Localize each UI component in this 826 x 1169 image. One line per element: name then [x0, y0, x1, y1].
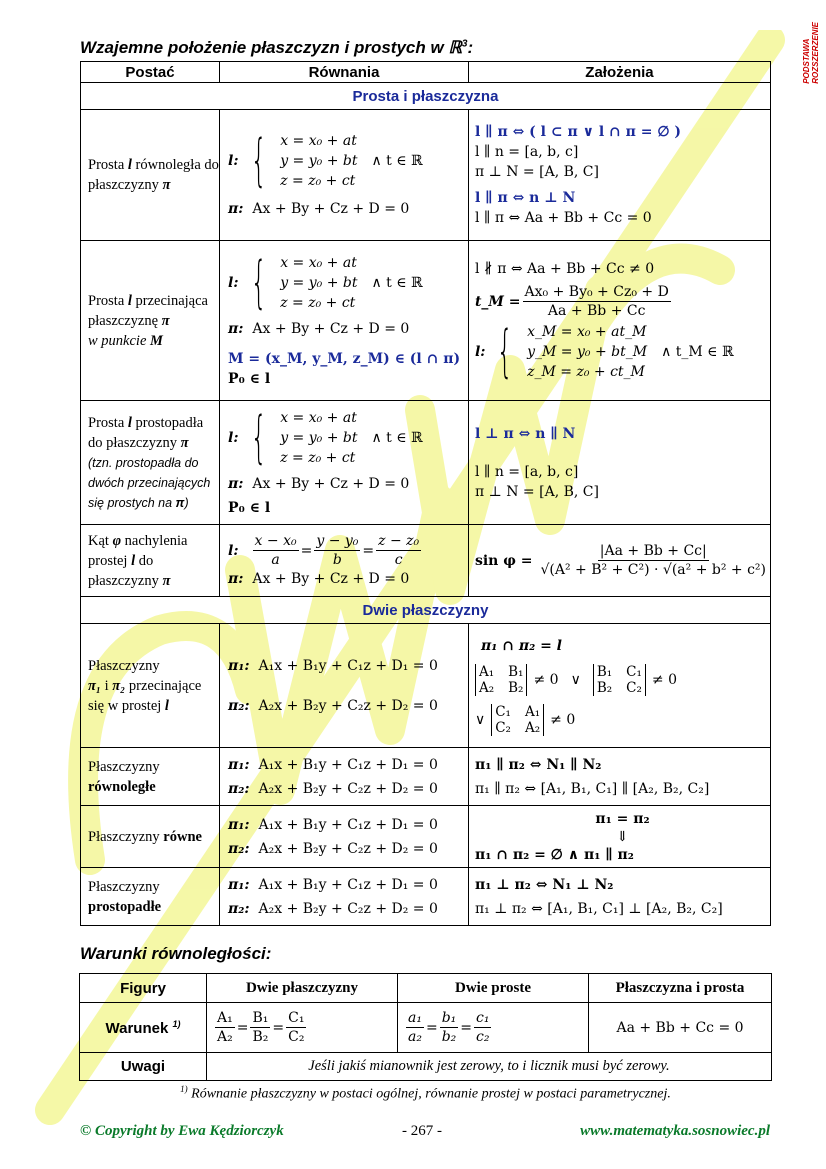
equations-cell: π₁: A₁x + B₁y + C₁z + D₁ = 0 π₂: A₂x + B₂y + C₂z + D₂ = 0 — [220, 868, 469, 926]
equations-cell: π₁: A₁x + B₁y + C₁z + D₁ = 0 π₂: A₂x + B₂y + C₂z + D₂ = 0 — [220, 748, 469, 806]
table-header — [81, 62, 771, 83]
assumptions-cell: l ∥ π ⇔ ( l ⊂ π ∨ l ∩ π = ∅ ) l ∥ n = [a, b, c] π ⊥ N = [A, B, C] l ∥ π ⇔ n ⊥ N l ∥ π ⇔ Aa + Bb + Cc = 0 — [468, 110, 770, 241]
table-row — [81, 748, 771, 806]
level-badge: PODSTAWA ROZSZERZENIE — [802, 22, 820, 84]
header-dwie-plaszczyzny: Dwie płaszczyzny — [207, 974, 398, 1003]
row-label: Prosta l przecinająca płaszczyznę π w punkcie M — [81, 241, 220, 401]
table-row — [81, 624, 771, 748]
table-row — [81, 110, 771, 241]
header-dwie-proste: Dwie proste — [398, 974, 589, 1003]
section-two-planes: Dwie płaszczyzny — [81, 597, 771, 624]
footnote: $^{1)}$ Równanie płaszczyzny w postaci ogólnej, równanie prostej w postaci parametrycznej. — [180, 1084, 671, 1102]
assumptions-cell: π₁ ⊥ π₂ ⇔ N₁ ⊥ N₂ π₁ ⊥ π₂ ⇔ [A₁, B₁, C₁] ⊥ [A₂, B₂, C₂] — [468, 868, 770, 926]
header-postac: Postać — [81, 62, 220, 83]
positions-table — [80, 61, 771, 926]
equations-cell: l: { x = x₀ + at y = y₀ + bt z = z₀ + ct ∧ t ∈ ℝ π: Ax + By + Cz + D = 0 P₀ ∈ l — [220, 401, 469, 525]
table-row — [80, 1053, 772, 1081]
assumptions-cell: sin φ = $\frac{|Aa + Bb + Cc|}{\text{√(A² + B² + C²) · √(a² + b² + c²)}}$ — [468, 525, 770, 597]
warunek-label: Warunek $^{1)}$ — [80, 1003, 207, 1053]
table-row — [81, 401, 771, 525]
equations-cell: π₁: A₁x + B₁y + C₁z + D₁ = 0 π₂: A₂x + B₂y + C₂z + D₂ = 0 — [220, 624, 469, 748]
table-row — [81, 241, 771, 401]
uwagi-text: Jeśli jakiś mianownik jest zerowy, to i licznik musi być zerowy. — [207, 1053, 772, 1081]
parallel-conditions-title: Warunki równoległości: — [80, 944, 272, 963]
table-row — [81, 806, 771, 868]
determinant-bc: B₁ C₁ B₂ C₂ — [593, 664, 646, 696]
row-label: Płaszczyzny π₁ i π₂ przecinające się w prostej l — [81, 624, 220, 748]
page-number: - 267 - — [402, 1123, 442, 1139]
row-label: Płaszczyzny prostopadłe — [81, 868, 220, 926]
determinant-ca: C₁ A₁ C₂ A₂ — [491, 704, 544, 736]
equations-cell: l: { x = x₀ + at y = y₀ + bt z = z₀ + ct ∧ t ∈ ℝ π: Ax + By + Cz + D = 0 M = (x_M, y_M, z_M) ∈ (l ∩ π) P₀ ∈ l — [220, 241, 469, 401]
planes-condition: $\frac{\text{A₁}}{\text{A₂}}$ = $\frac{\text{B₁}}{\text{B₂}}$ = $\frac{\text{C₁}}{\text{C₂}}$ — [207, 1003, 398, 1053]
table-row — [80, 1003, 772, 1053]
copyright: © Copyright by Ewa Kędziorczyk — [80, 1123, 284, 1139]
parallel-conditions-table — [79, 973, 772, 1081]
header-figury: Figury — [80, 974, 207, 1003]
row-label: Kąt φ nachylenia prostej l do płaszczyzny π — [81, 525, 220, 597]
table-row — [81, 868, 771, 926]
lines-condition: $\frac{\text{a₁}}{\text{a₂}}$ = $\frac{\text{b₁}}{\text{b₂}}$ = $\frac{\text{c₁}}{\text{c₂}}$ — [398, 1003, 589, 1053]
header-plaszczyzna-i-prosta: Płaszczyzna i prosta — [589, 974, 772, 1003]
assumptions-cell: π₁ ∥ π₂ ⇔ N₁ ∥ N₂ π₁ ∥ π₂ ⇔ [A₁, B₁, C₁] ∥ [A₂, B₂, C₂] — [468, 748, 770, 806]
equations-cell: l: $\frac{\text{x − x₀}}{a}$ = $\frac{\text{y − y₀}}{b}$ = $\frac{\text{z − z₀}}{c}$ π: Ax + By + Cz + D = 0 — [220, 525, 469, 597]
website-link[interactable]: www.matematyka.sosnowiec.pl — [580, 1123, 770, 1139]
row-label: Prosta l równoległa do płaszczyzny π — [81, 110, 220, 241]
plane-line-condition: Aa + Bb + Cc = 0 — [589, 1003, 772, 1053]
table-row — [81, 525, 771, 597]
determinant-ab: A₁ B₁ A₂ B₂ — [475, 664, 528, 696]
page-title: Wzajemne położenie płaszczyzn i prostych w ℝ$^3$: — [80, 38, 474, 57]
header-rownania: Równania — [220, 62, 469, 83]
uwagi-label: Uwagi — [80, 1053, 207, 1081]
row-label: Prosta l prostopadła do płaszczyzny π (tzn. prostopadła do dwóch przecinających się prostych na π) — [81, 401, 220, 525]
equations-cell: l: { x = x₀ + at y = y₀ + bt z = z₀ + ct ∧ t ∈ ℝ π: Ax + By + Cz + D = 0 — [220, 110, 469, 241]
header-zalozenia: Założenia — [468, 62, 770, 83]
assumptions-cell: l ∦ π ⇔ Aa + Bb + Cc ≠ 0 t_M = $\frac{\text{Ax₀ + By₀ + Cz₀ + D}}{Aa + Bb + Cc}$ l: { x_M = x₀ + at_M y_M = y₀ + bt_M z_M = z₀ + ct_M ∧ t_M ∈ ℝ — [468, 241, 770, 401]
section-line-plane: Prosta i płaszczyzna — [81, 83, 771, 110]
assumptions-cell: π₁ = π₂ ⇓ π₁ ∩ π₂ = ∅ ∧ π₁ ∥ π₂ — [468, 806, 770, 868]
equations-cell: π₁: A₁x + B₁y + C₁z + D₁ = 0 π₂: A₂x + B₂y + C₂z + D₂ = 0 — [220, 806, 469, 868]
assumptions-cell: π₁ ∩ π₂ = l A₁ B₁ A₂ B₂ ≠ 0 ∨ B₁ C₁ B₂ C₂ ≠ 0 ∨ C₁ A₁ C₂ A₂ ≠ 0 — [468, 624, 770, 748]
row-label: Płaszczyzny równe — [81, 806, 220, 868]
assumptions-cell: l ⊥ π ⇔ n ∥ N l ∥ n = [a, b, c] π ⊥ N = [A, B, C] — [468, 401, 770, 525]
row-label: Płaszczyzny równoległe — [81, 748, 220, 806]
